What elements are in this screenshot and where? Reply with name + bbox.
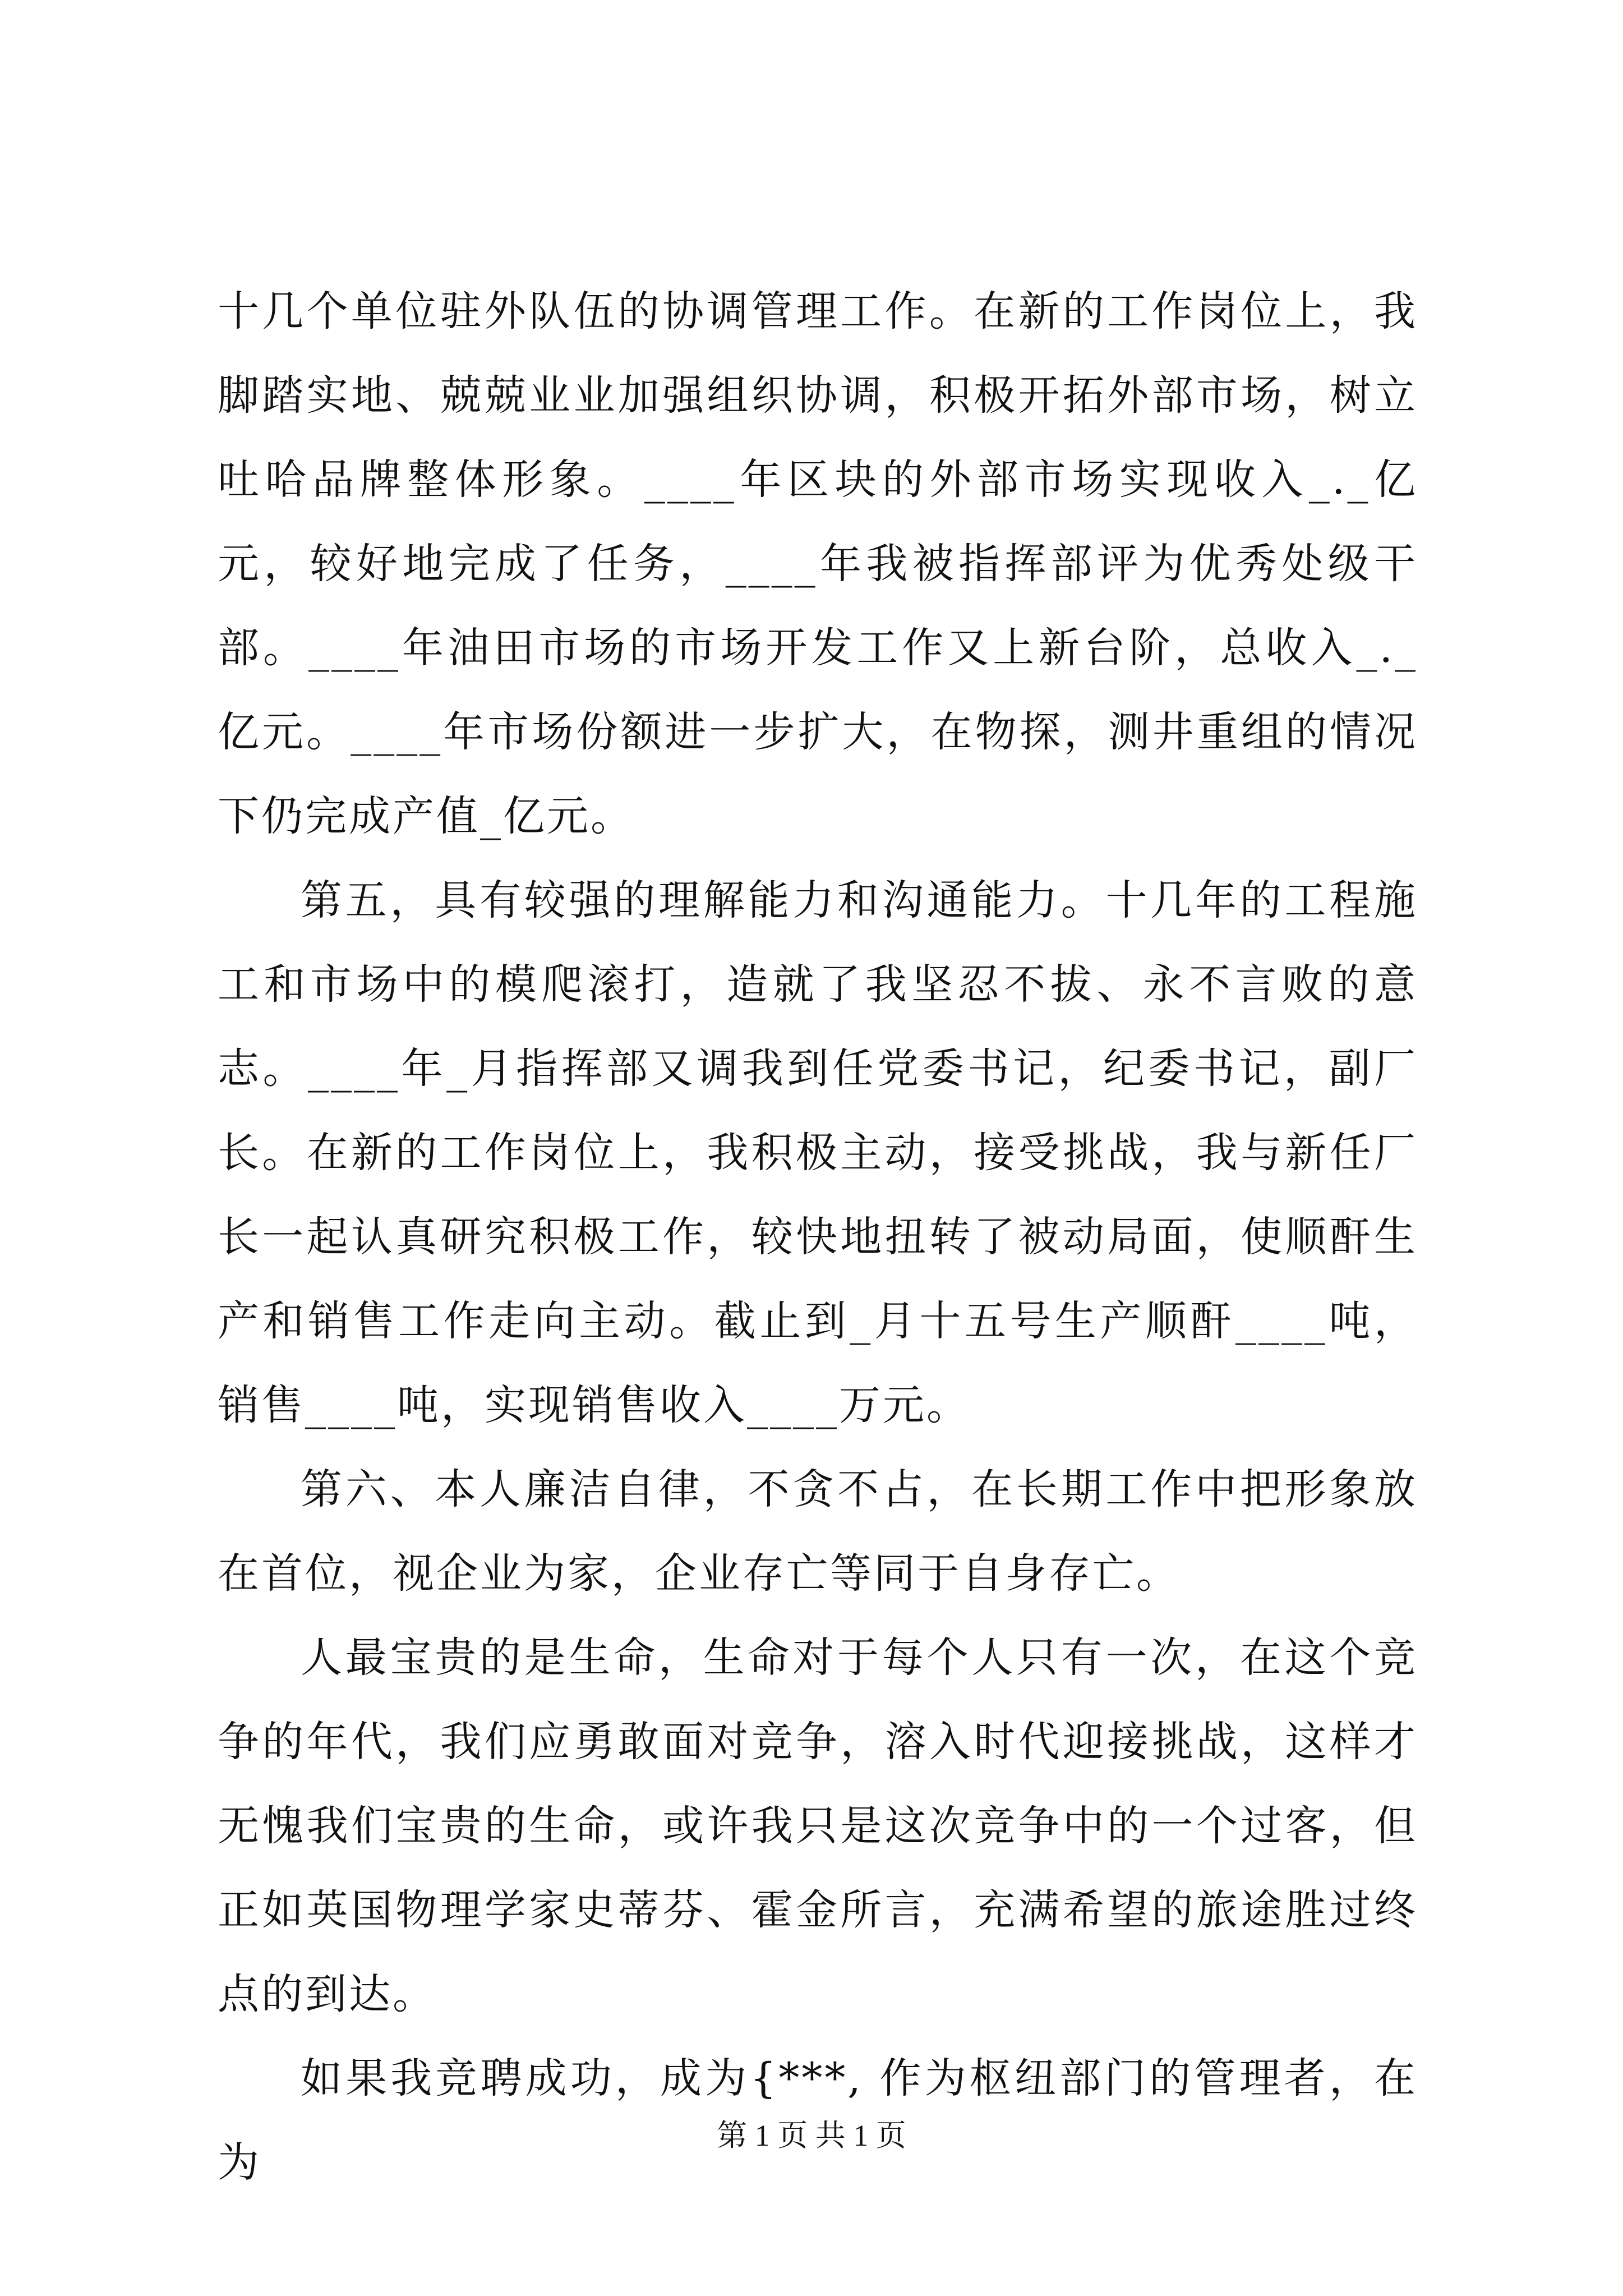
page-footer: 第 1 页 共 1 页 [717, 2119, 906, 2152]
paragraph-4: 人最宝贵的是生命，生命对于每个人只有一次，在这个竞争的年代，我们应勇敢面对竞争，溶入时代迎接挑战，这样才无愧我们宝贵的生命，或许我只是这次竞争中的一个过客，但正如英国物理学家史蒂芬、霍金所言，充满希望的旅途胜过终点的到达。 [218, 1634, 1418, 2018]
paragraph-1: 十几个单位驻外队伍的协调管理工作。在新的工作岗位上，我脚踏实地、兢兢业业加强组织协调，积极开拓外部市场，树立吐哈品牌整体形象。____年区块的外部市场实现收入_._亿元，较好地完成了任务，____年我被指挥部评为优秀处级干部。____年油田市场的市场开发工作又上新台阶，总收入_._亿元。____年市场份额进一步扩大，在物探，测井重组的情况下仍完成产值_亿元。 [218, 287, 1418, 840]
paragraph-2: 第五，具有较强的理解能力和沟通能力。十几年的工程施工和市场中的模爬滚打，造就了我坚忍不拔、永不言败的意志。____年_月指挥部又调我到任党委书记，纪委书记，副厂长。在新的工作岗位上，我积极主动，接受挑战，我与新任厂长一起认真研究积极工作，较快地扭转了被动局面，使顺酐生产和销售工作走向主动。截止到_月十五号生产顺酐____吨，销售____吨，实现销售收入____万元。 [218, 876, 1418, 1429]
paragraph-5: 如果我竞聘成功，成为{***, 作为枢纽部门的管理者，在为 [218, 2054, 1418, 2187]
paragraph-3: 第六、本人廉洁自律，不贪不占，在长期工作中把形象放在首位，视企业为家，企业存亡等同于自身存亡。 [218, 1465, 1418, 1598]
document-body [218, 269, 1418, 2205]
